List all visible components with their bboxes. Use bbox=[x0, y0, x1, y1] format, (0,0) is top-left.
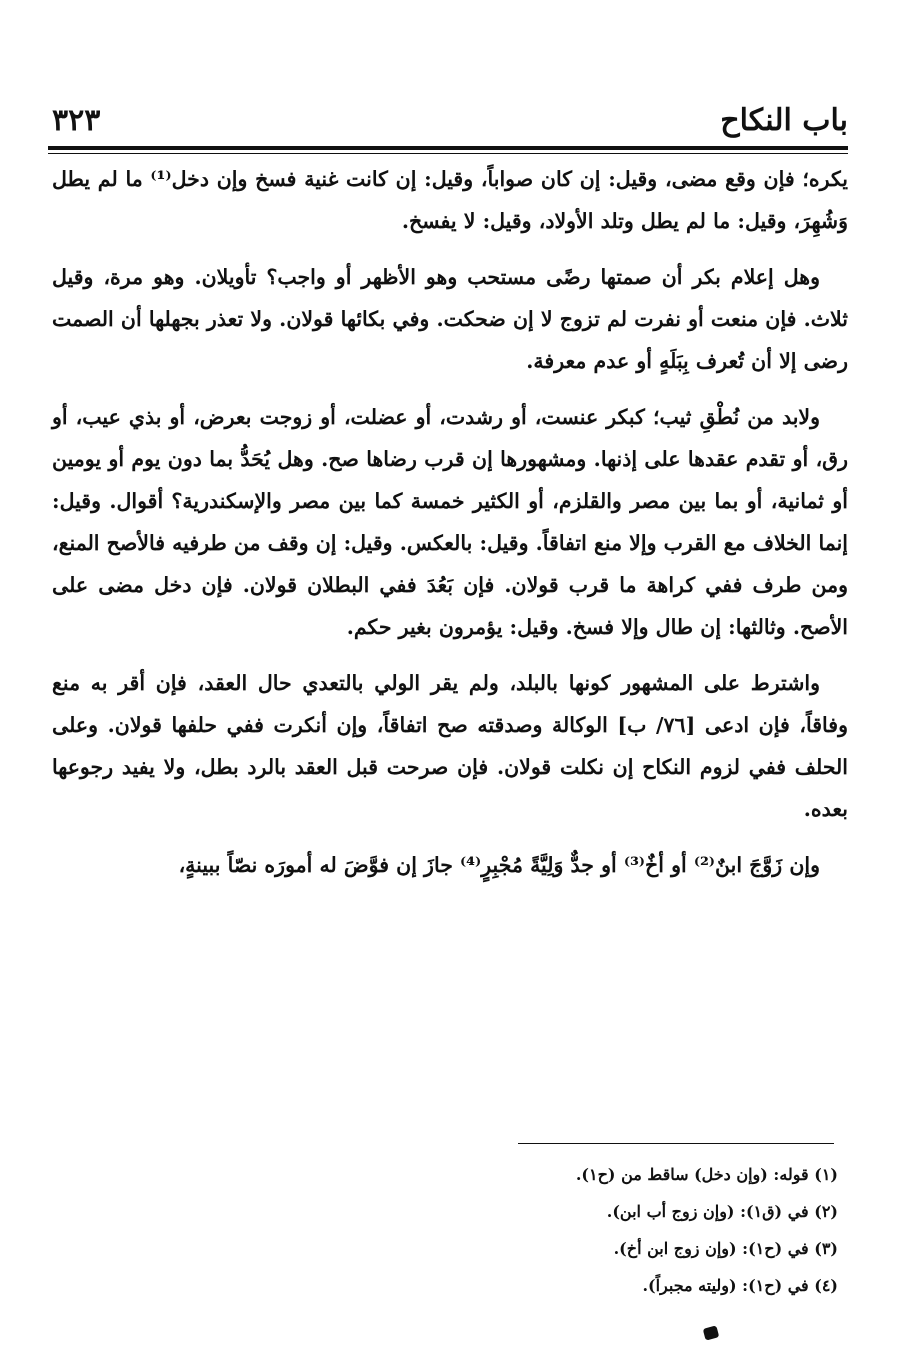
paragraph-1: يكره؛ فإن وقع مضى، وقيل: إن كان صواباً، وقيل: إن كانت غنية فسخ وإن دخل⁽¹⁾ ما لم يطل وَشُهِرَ، وقيل: ما لم يطل وتلد الأولاد، وقيل: لا يفسخ. bbox=[52, 167, 848, 233]
footnote-2: (٢) في (ق١): (وإن زوج أب ابن). bbox=[606, 1202, 838, 1221]
paragraph-2: وهل إعلام بكر أن صمتها رضًى مستحب وهو الأظهر أو واجب؟ تأويلان. وهو مرة، وقيل ثلاث. فإن منعت أو نفرت لم تزوج لا إن ضحكت. وفي بكائها قولان. ولا تعذر بجهلها أن الصمت رضى إلا أن تُعرف بِبَلَهٍ أو عدم معرفة. bbox=[52, 265, 848, 373]
page-header bbox=[52, 88, 848, 138]
paragraph-4: واشترط على المشهور كونها بالبلد، ولم يقر الولي بالتعدي حال العقد، فإن أقر به منع وفاقاً، فإن ادعى [٧٦/ ب] الوكالة وصدقته صح اتفاقاً، وإن أنكرت ففي حلفها قولان. وعلى الحلف ففي لزوم النكاح إن نكلت قولان. فإن صرحت قبل العقد بالرد بطل، ولا يفيد رجوعها بعده. bbox=[52, 671, 849, 821]
footnote-4: (٤) في (ح١): (وليته مجبراً). bbox=[642, 1276, 838, 1295]
running-title: باب النكاح bbox=[720, 103, 848, 138]
paragraph-5: وإن زَوَّجَ ابنٌ⁽²⁾ أو أخٌ⁽³⁾ أو جدٌّ وَلِيَّةً مُجْبِرٍ⁽⁴⁾ جازَ إن فوَّضَ له أمورَه نصّاً ببينةٍ، bbox=[178, 853, 820, 877]
footnote-separator bbox=[518, 1143, 834, 1144]
header-rule-thick bbox=[48, 146, 848, 150]
main-text bbox=[52, 158, 848, 900]
paragraph-3: ولابد من نُطْقِ ثيب؛ كبكر عنست، أو رشدت، أو عضلت، أو زوجت بعرض، أو بذي عيب، أو رق، أو تقدم عقدها على إذنها. ومشهورها إن قرب رضاها صح. وهل يُحَدُّ بما دون يوم أو يومين أو ثمانية، أو بما بين مصر والقلزم، أو الكثير خمسة كما بين مصر والإسكندرية؟ أقوال. وقيل: إنما الخلاف مع القرب وإلا منع اتفاقاً. وقيل: بالعكس. وقيل: إن وقف من طرفيه فالأصح المنع، ومن طرف ففي كراهة ما قرب قولان. فإن بَعُدَ ففي البطلان قولان. فإن دخل مضى على الأصح. وثالثها: إن طال وإلا فسخ. وقيل: يؤمرون بغير حكم. bbox=[52, 405, 848, 639]
header-rule-thin bbox=[48, 153, 848, 154]
footnote-3: (٣) في (ح١): (وإن زوج ابن أخ). bbox=[613, 1239, 838, 1258]
ink-mark bbox=[703, 1325, 720, 1340]
footnote-1: (١) قوله: (وإن دخل) ساقط من (ح١). bbox=[575, 1165, 838, 1184]
page-number: ٣٢٣ bbox=[52, 103, 101, 138]
footnotes bbox=[300, 1156, 838, 1304]
